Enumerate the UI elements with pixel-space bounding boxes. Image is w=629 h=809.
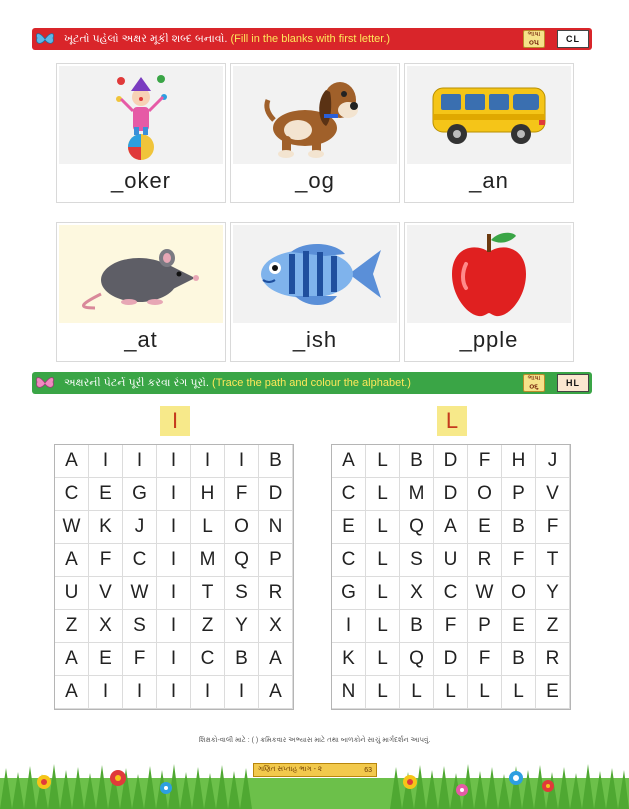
grid-cell[interactable]: C	[55, 478, 89, 511]
grid-cell[interactable]: A	[259, 676, 293, 709]
section2-banner	[32, 372, 592, 394]
grid-cell[interactable]: W	[123, 577, 157, 610]
grid-cell[interactable]: U	[55, 577, 89, 610]
grid-cell[interactable]: I	[225, 445, 259, 478]
apple-icon	[407, 225, 571, 323]
grid-cell[interactable]: I	[157, 544, 191, 577]
grid-cell[interactable]: D	[259, 478, 293, 511]
grid-cell[interactable]: I	[123, 676, 157, 709]
grid-cell[interactable]: I	[225, 676, 259, 709]
grid-cell[interactable]: F	[502, 544, 536, 577]
card-word: _pple	[459, 327, 519, 352]
grid-cell[interactable]: L	[366, 610, 400, 643]
grid-cell[interactable]: T	[536, 544, 570, 577]
card-word: _an	[469, 168, 509, 193]
grid-cell[interactable]: K	[89, 511, 123, 544]
grid-cell[interactable]: H	[502, 445, 536, 478]
target-letter-i: I	[160, 406, 190, 436]
card-word: _oker	[110, 168, 172, 193]
grid-cell[interactable]: E	[468, 511, 502, 544]
grid-cell[interactable]: F	[123, 643, 157, 676]
section1-banner	[32, 28, 592, 50]
card-joker	[56, 63, 226, 203]
fish-icon	[233, 225, 397, 323]
butterfly-icon	[32, 28, 58, 50]
grid-cell[interactable]: O	[468, 478, 502, 511]
grid-cell[interactable]: B	[225, 643, 259, 676]
butterfly-icon	[32, 372, 58, 394]
grid-cell[interactable]: P	[468, 610, 502, 643]
grid-cell[interactable]: L	[366, 643, 400, 676]
grid-cell[interactable]: Z	[55, 610, 89, 643]
grid-cell[interactable]: S	[400, 544, 434, 577]
grid-cell[interactable]: B	[259, 445, 293, 478]
grid-cell[interactable]: A	[55, 676, 89, 709]
grid-cell[interactable]: B	[502, 511, 536, 544]
grid-cell[interactable]: J	[123, 511, 157, 544]
grid-cell[interactable]: V	[89, 577, 123, 610]
grid-cell[interactable]: D	[434, 478, 468, 511]
grid-cell[interactable]: P	[259, 544, 293, 577]
grid-cell[interactable]: B	[400, 610, 434, 643]
grid-cell[interactable]: L	[400, 676, 434, 709]
grid-cell[interactable]: H	[191, 478, 225, 511]
card-dog	[230, 63, 400, 203]
grid-cell[interactable]: L	[366, 676, 400, 709]
grid-cell[interactable]: I	[157, 676, 191, 709]
grid-cell[interactable]: A	[259, 643, 293, 676]
grid-cell[interactable]: Z	[536, 610, 570, 643]
grid-cell[interactable]: S	[225, 577, 259, 610]
grid-cell[interactable]: I	[157, 610, 191, 643]
grid-cell[interactable]: F	[225, 478, 259, 511]
grid-cell[interactable]: L	[502, 676, 536, 709]
grid-cell[interactable]: O	[225, 511, 259, 544]
grid-cell[interactable]: L	[191, 511, 225, 544]
grid-cell[interactable]: B	[400, 445, 434, 478]
page-label: ગણિત સપ્તાહ ભાગ - ૨	[258, 766, 323, 773]
letter-grid-i	[54, 444, 294, 710]
grid-cell[interactable]: T	[191, 577, 225, 610]
card-word: _at	[124, 327, 158, 352]
grid-cell[interactable]: G	[123, 478, 157, 511]
grid-cell[interactable]: U	[434, 544, 468, 577]
grid-cell[interactable]: M	[400, 478, 434, 511]
grid-cell[interactable]: Z	[191, 610, 225, 643]
grid-cell[interactable]: L	[366, 577, 400, 610]
grid-cell[interactable]: G	[332, 577, 366, 610]
grid-cell[interactable]: A	[55, 643, 89, 676]
page-footer-tag	[253, 763, 377, 777]
grid-cell[interactable]: R	[536, 643, 570, 676]
card-apple	[404, 222, 574, 362]
grid-cell[interactable]: I	[332, 610, 366, 643]
grid-cell[interactable]: A	[434, 511, 468, 544]
grid-cell[interactable]: M	[191, 544, 225, 577]
section1-code: CL	[557, 30, 589, 48]
grid-cell[interactable]: L	[366, 445, 400, 478]
grid-cell[interactable]: I	[157, 511, 191, 544]
grid-cell[interactable]: F	[434, 610, 468, 643]
grid-cell[interactable]: I	[157, 643, 191, 676]
grid-cell[interactable]: J	[536, 445, 570, 478]
grid-cell[interactable]: A	[332, 445, 366, 478]
grid-cell[interactable]: Q	[400, 643, 434, 676]
card-fish	[230, 222, 400, 362]
card-word: _og	[295, 168, 335, 193]
grid-cell[interactable]: I	[89, 445, 123, 478]
grid-cell[interactable]: S	[123, 610, 157, 643]
grid-cell[interactable]: V	[536, 478, 570, 511]
grid-cell[interactable]: I	[89, 676, 123, 709]
grid-cell[interactable]: F	[468, 643, 502, 676]
target-letter-l: L	[437, 406, 467, 436]
grid-cell[interactable]: N	[332, 676, 366, 709]
page-number: 63	[364, 766, 372, 774]
card-rat	[56, 222, 226, 362]
grid-cell[interactable]: R	[259, 577, 293, 610]
section1-badge: ભાષા ૦૫	[523, 30, 545, 48]
grid-cell[interactable]: Y	[536, 577, 570, 610]
joker-icon	[59, 66, 223, 164]
grid-cell[interactable]: C	[332, 478, 366, 511]
grid-cell[interactable]: C	[332, 544, 366, 577]
grid-cell[interactable]: E	[332, 511, 366, 544]
grid-cell[interactable]: X	[400, 577, 434, 610]
card-word: _ish	[292, 327, 338, 352]
grid-cell[interactable]: C	[191, 643, 225, 676]
grid-cell[interactable]: I	[157, 478, 191, 511]
letter-grid-l	[331, 444, 571, 710]
grid-cell[interactable]: W	[55, 511, 89, 544]
section1-title: ખૂટતો પહેલો અક્ષર મૂકી શબ્દ બનાવો. (Fill in the blanks with first letter.)	[64, 32, 391, 45]
grid-cell[interactable]: L	[434, 676, 468, 709]
grid-cell[interactable]: N	[259, 511, 293, 544]
grid-cell[interactable]: P	[502, 478, 536, 511]
grid-cell[interactable]: E	[536, 676, 570, 709]
grid-cell[interactable]: F	[536, 511, 570, 544]
grid-cell[interactable]: E	[89, 478, 123, 511]
dog-icon	[233, 66, 397, 164]
card-van	[404, 63, 574, 203]
van-icon	[407, 66, 571, 164]
grid-cell[interactable]: L	[366, 544, 400, 577]
grid-cell[interactable]: W	[468, 577, 502, 610]
grid-cell[interactable]: I	[157, 445, 191, 478]
grid-cell[interactable]: A	[55, 544, 89, 577]
grid-cell[interactable]: K	[332, 643, 366, 676]
grid-cell[interactable]: C	[434, 577, 468, 610]
grid-cell[interactable]: L	[366, 478, 400, 511]
grid-cell[interactable]: I	[157, 577, 191, 610]
grid-cell[interactable]: X	[259, 610, 293, 643]
grid-cell[interactable]: D	[434, 445, 468, 478]
section2-title: અક્ષરની પેટર્ન પૂરી કરવા રંગ પૂરો. (Trace the path and colour the alphabet.)	[64, 376, 411, 389]
grid-cell[interactable]: R	[468, 544, 502, 577]
section2-code: HL	[557, 374, 589, 392]
grid-cell[interactable]: D	[434, 643, 468, 676]
grid-cell[interactable]: Y	[225, 610, 259, 643]
footer-note: શિક્ષકો-વાલી માટે : ( ) ક્રમિકવાર અભ્યાસ માટે તથા બાળકોને સાચું માર્ગદર્શન આપવું.	[198, 737, 431, 744]
grid-cell[interactable]: L	[468, 676, 502, 709]
grid-cell[interactable]: C	[123, 544, 157, 577]
grid-cell[interactable]: I	[191, 676, 225, 709]
grid-cell[interactable]: I	[191, 445, 225, 478]
rat-icon	[59, 225, 223, 323]
grid-cell[interactable]: E	[502, 610, 536, 643]
grid-cell[interactable]: Q	[400, 511, 434, 544]
grid-cell[interactable]: L	[366, 511, 400, 544]
grid-cell[interactable]: F	[89, 544, 123, 577]
grid-cell[interactable]: O	[502, 577, 536, 610]
grid-cell[interactable]: E	[89, 643, 123, 676]
grid-cell[interactable]: B	[502, 643, 536, 676]
grid-cell[interactable]: Q	[225, 544, 259, 577]
section2-badge: ભાષા ૦૬	[523, 374, 545, 392]
grid-cell[interactable]: X	[89, 610, 123, 643]
grid-cell[interactable]: F	[468, 445, 502, 478]
grid-cell[interactable]: I	[123, 445, 157, 478]
grid-cell[interactable]: A	[55, 445, 89, 478]
